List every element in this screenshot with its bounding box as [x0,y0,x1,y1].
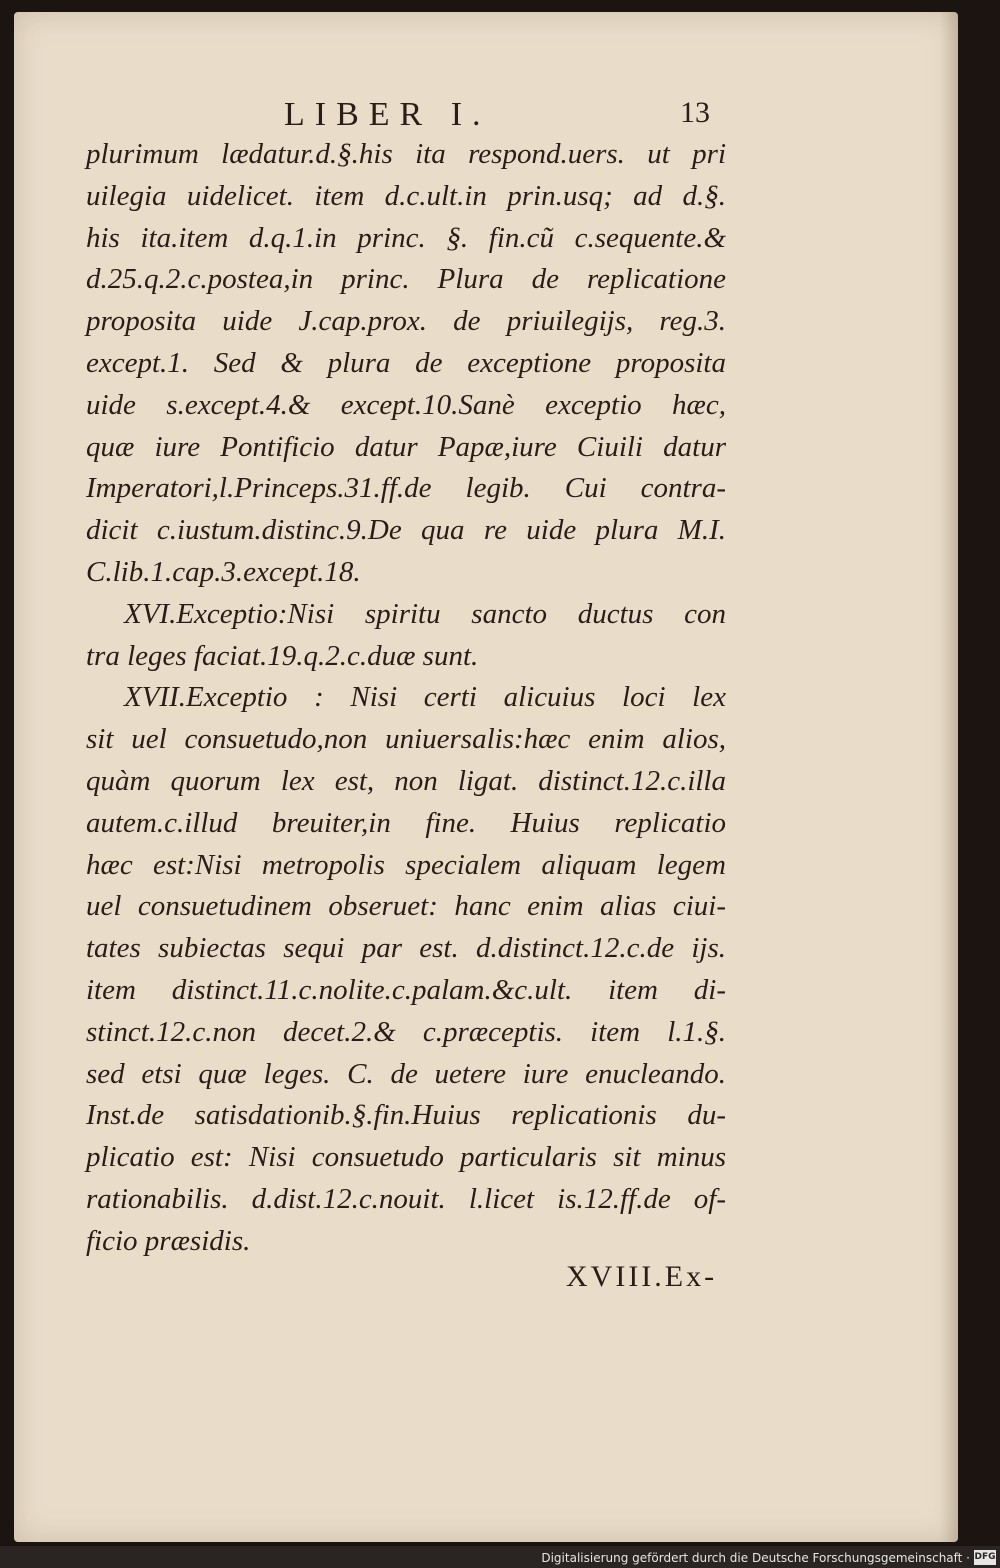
running-head: LIBER I. [284,96,491,133]
text-line: tates subiectas sequi par est. d.distinct.12.c.de ijs. [86,932,726,965]
text-line: item distinct.11.c.nolite.c.palam.&c.ult. item di- [86,973,726,1006]
text-line: hæc est:Nisi metropolis specialem aliquam legem [86,848,726,881]
funding-notice: Digitalisierung gefördert durch die Deutsche Forschungsgemeinschaft · [541,1551,970,1565]
text-line: d.25.q.2.c.postea,in princ. Plura de replicatione [86,263,726,296]
digitization-footer [0,1546,1000,1568]
text-line: plicatio est: Nisi consuetudo particularis sit minus [86,1141,726,1174]
text-line: plurimum lædatur.d.§.his ita respond.uers. ut pri [86,138,726,170]
catchword: XVIII.Ex- [566,1260,718,1293]
text-line: C.lib.1.cap.3.except.18. [86,555,361,588]
text-line: quàm quorum lex est, non ligat. distinct.12.c.illa [86,764,726,797]
text-line: tra leges faciat.19.q.2.c.duæ sunt. [86,639,479,672]
dfg-logo-icon: DFG [974,1550,996,1565]
paragraph-start-line: XVII.Exceptio : Nisi certi alicuius loci lex [124,681,726,714]
text-line: Imperatori,l.Princeps.31.ff.de legib. Cui contra- [86,472,726,505]
book-page [14,12,958,1542]
text-line: sed etsi quæ leges. C. de uetere iure enucleando. [86,1057,726,1090]
text-line: uel consuetudinem obseruet: hanc enim alias ciui- [86,890,726,923]
paragraph-start-line: XVI.Exceptio:Nisi spiritu sancto ductus con [124,597,726,630]
text-line: his ita.item d.q.1.in princ. §. fin.cũ c.sequente.& [86,221,726,254]
text-line: uilegia uidelicet. item d.c.ult.in prin.usq; ad d.§. [86,179,726,212]
page-number: 13 [680,96,710,129]
text-line: autem.c.illud breuiter,in fine. Huius replicatio [86,806,726,839]
text-line: quæ iure Pontificio datur Papæ,iure Ciuili datur [86,430,726,463]
text-line: ficio præsidis. [86,1224,251,1257]
text-line: sit uel consuetudo,non uniuersalis:hæc enim alios, [86,723,726,756]
text-line: uide s.except.4.& except.10.Sanè exceptio hæc, [86,388,726,421]
text-line: dicit c.iustum.distinc.9.De qua re uide plura M.I. [86,514,726,547]
text-line: proposita uide J.cap.prox. de priuilegijs, reg.3. [86,305,726,338]
text-line: rationabilis. d.dist.12.c.nouit. l.licet is.12.ff.de of- [86,1182,726,1215]
text-line: Inst.de satisdationib.§.fin.Huius replicationis du- [86,1099,726,1132]
text-line: stinct.12.c.non decet.2.& c.præceptis. item l.1.§. [86,1015,726,1048]
page-edge-shadow [940,12,958,1542]
body-text [86,134,726,1263]
text-line: except.1. Sed & plura de exceptione proposita [86,346,726,379]
